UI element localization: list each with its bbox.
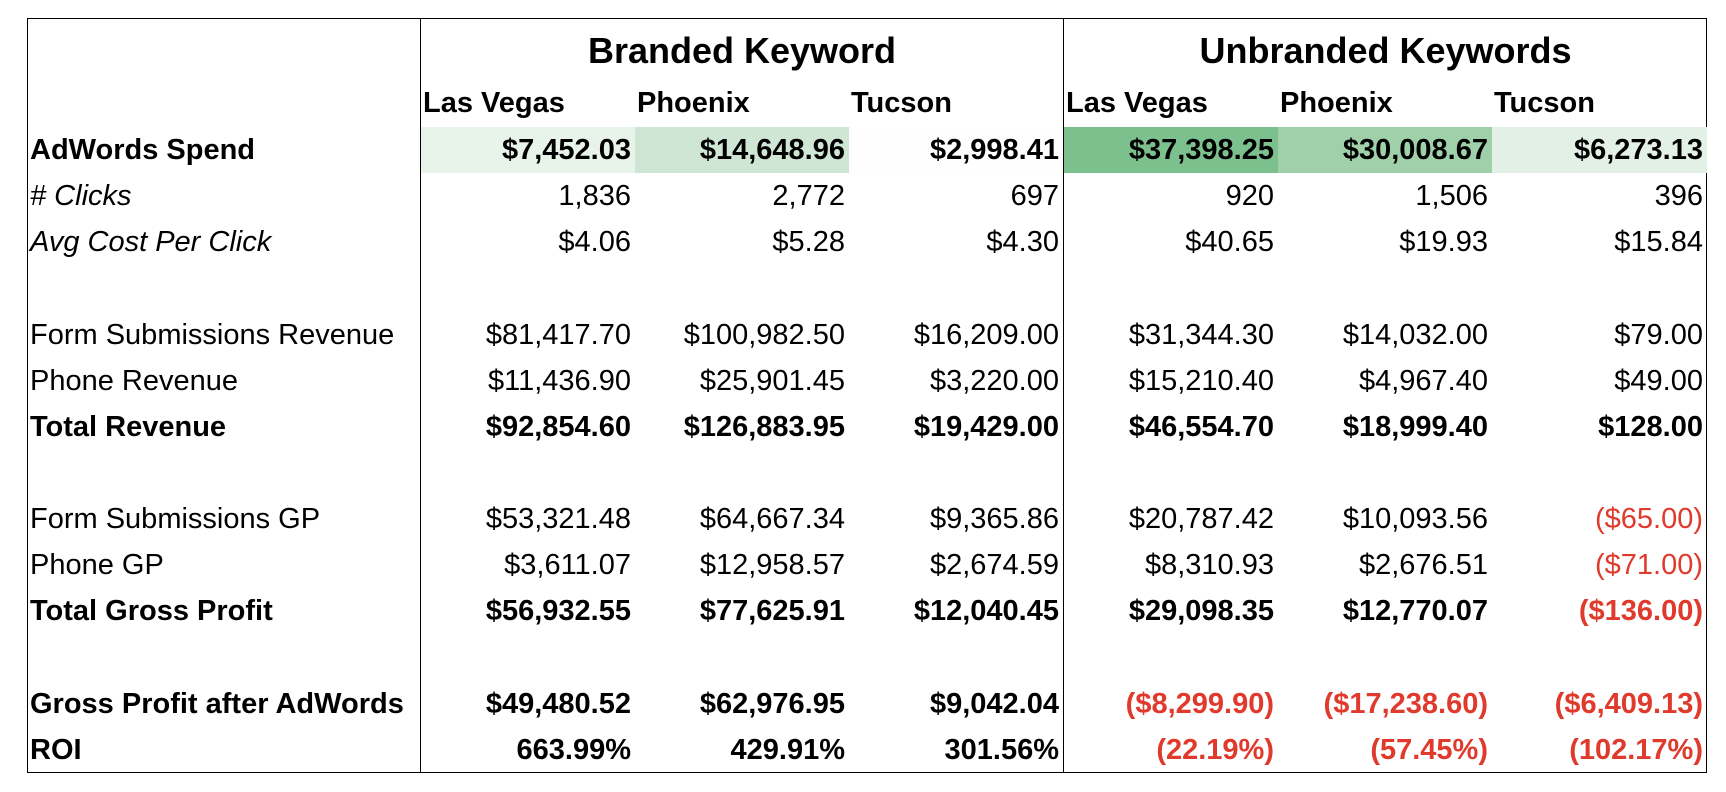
table-cell: $12,770.07 [1342, 595, 1488, 627]
table-cell: (22.19%) [1156, 734, 1274, 766]
table-cell: $53,321.48 [485, 503, 631, 535]
table-cell: $14,648.96 [635, 127, 849, 173]
group-title-unbranded: Unbranded Keywords [1199, 30, 1572, 71]
row-label: Phone GP [30, 549, 164, 581]
table-cell: $4,967.40 [1358, 365, 1488, 397]
column-header-branded-phoenix: Phoenix [637, 87, 750, 119]
table-cell: $29,098.35 [1128, 595, 1274, 627]
table-cell: $11,436.90 [488, 365, 631, 397]
table-row-form-submissions-revenue [28, 312, 1708, 358]
table-row-gross-profit-after-adwords [28, 681, 1708, 727]
table-cell: $49,480.52 [485, 688, 631, 720]
table-cell: $9,365.86 [929, 503, 1059, 535]
group-title-branded: Branded Keyword [587, 30, 897, 71]
table-cell: $3,220.00 [929, 365, 1059, 397]
row-label: Total Revenue [30, 411, 227, 443]
table-cell: $16,209.00 [913, 319, 1059, 351]
row-label: Gross Profit after AdWords [30, 688, 404, 720]
table-cell: $25,901.45 [699, 365, 845, 397]
table-cell: $9,042.04 [929, 688, 1059, 720]
table-cell: ($6,409.13) [1554, 688, 1703, 720]
table-cell: $30,008.67 [1278, 127, 1492, 173]
table-cell: 920 [1225, 180, 1274, 212]
table-row-total-gross-profit [28, 588, 1708, 634]
table-cell: 2,772 [772, 180, 845, 212]
table-cell: (57.45%) [1370, 734, 1488, 766]
table-cell: 429.91% [730, 734, 845, 766]
table-cell: ($17,238.60) [1323, 688, 1488, 720]
table-cell: $2,674.59 [929, 549, 1059, 581]
table-cell: $3,611.07 [504, 549, 631, 581]
column-header-unbranded-tucson: Tucson [1494, 87, 1595, 119]
table-cell: 697 [1010, 180, 1059, 212]
table-row-adwords-spend [28, 127, 1708, 173]
row-label: Phone Revenue [30, 365, 238, 397]
table-cell: $8,310.93 [1144, 549, 1274, 581]
row-label: Total Gross Profit [30, 595, 273, 627]
table-cell: $46,554.70 [1128, 411, 1274, 443]
table-cell: $18,999.40 [1342, 411, 1488, 443]
table-row-roi [28, 727, 1708, 773]
table-cell: $56,932.55 [485, 595, 631, 627]
table-cell: $15.84 [1614, 226, 1703, 258]
spreadsheet-table [27, 18, 1707, 773]
table-cell: $81,417.70 [485, 319, 631, 351]
table-cell: $128.00 [1598, 411, 1703, 443]
table-cell: 1,836 [558, 180, 631, 212]
table-cell: $15,210.40 [1128, 365, 1274, 397]
table-cell: (102.17%) [1569, 734, 1703, 766]
table-cell: 663.99% [516, 734, 631, 766]
table-cell: ($8,299.90) [1125, 688, 1274, 720]
table-cell: $64,667.34 [699, 503, 845, 535]
row-label: Avg Cost Per Click [30, 226, 272, 258]
table-cell: $2,998.41 [849, 127, 1063, 173]
table-cell: $6,273.13 [1492, 127, 1707, 173]
table-cell: $62,976.95 [699, 688, 845, 720]
row-label: # Clicks [30, 180, 132, 212]
table-cell: $126,883.95 [683, 411, 845, 443]
table-cell: $37,398.25 [1064, 127, 1278, 173]
table-cell: $5.28 [772, 226, 845, 258]
table-cell: $100,982.50 [683, 319, 845, 351]
table-cell: ($71.00) [1594, 549, 1703, 581]
table-cell: 1,506 [1415, 180, 1488, 212]
table-cell: $7,452.03 [421, 127, 635, 173]
table-cell: ($136.00) [1578, 595, 1703, 627]
table-cell: $20,787.42 [1128, 503, 1274, 535]
table-row-avg-cost-per-click [28, 219, 1708, 265]
table-cell: $12,040.45 [913, 595, 1059, 627]
table-cell: $4.30 [986, 226, 1059, 258]
table-cell: 396 [1654, 180, 1703, 212]
table-cell: $14,032.00 [1342, 319, 1488, 351]
row-label: Form Submissions GP [30, 503, 321, 535]
table-cell: $19,429.00 [913, 411, 1059, 443]
column-header-branded-tucson: Tucson [851, 87, 952, 119]
column-header-unbranded-las-vegas: Las Vegas [1066, 87, 1208, 119]
column-header-branded-las-vegas: Las Vegas [423, 87, 565, 119]
table-row-phone-gp [28, 542, 1708, 588]
table-cell: $49.00 [1614, 365, 1703, 397]
table-cell: $79.00 [1614, 319, 1703, 351]
table-row-phone-revenue [28, 358, 1708, 404]
table-row-total-revenue [28, 404, 1708, 450]
column-header-unbranded-phoenix: Phoenix [1280, 87, 1393, 119]
row-label: AdWords Spend [30, 134, 256, 166]
row-label: ROI [30, 734, 82, 766]
table-row-clicks [28, 173, 1708, 219]
table-cell: $12,958.57 [699, 549, 845, 581]
table-cell: $19.93 [1399, 226, 1488, 258]
table-cell: $31,344.30 [1128, 319, 1274, 351]
table-row-form-submissions-gp [28, 496, 1708, 542]
table-cell: $92,854.60 [485, 411, 631, 443]
table-cell: $40.65 [1185, 226, 1274, 258]
table-cell: $10,093.56 [1342, 503, 1488, 535]
table-cell: $4.06 [558, 226, 631, 258]
table-cell: $77,625.91 [699, 595, 845, 627]
table-cell: 301.56% [944, 734, 1059, 766]
table-cell: ($65.00) [1594, 503, 1703, 535]
table-cell: $2,676.51 [1358, 549, 1488, 581]
row-label: Form Submissions Revenue [30, 319, 395, 351]
